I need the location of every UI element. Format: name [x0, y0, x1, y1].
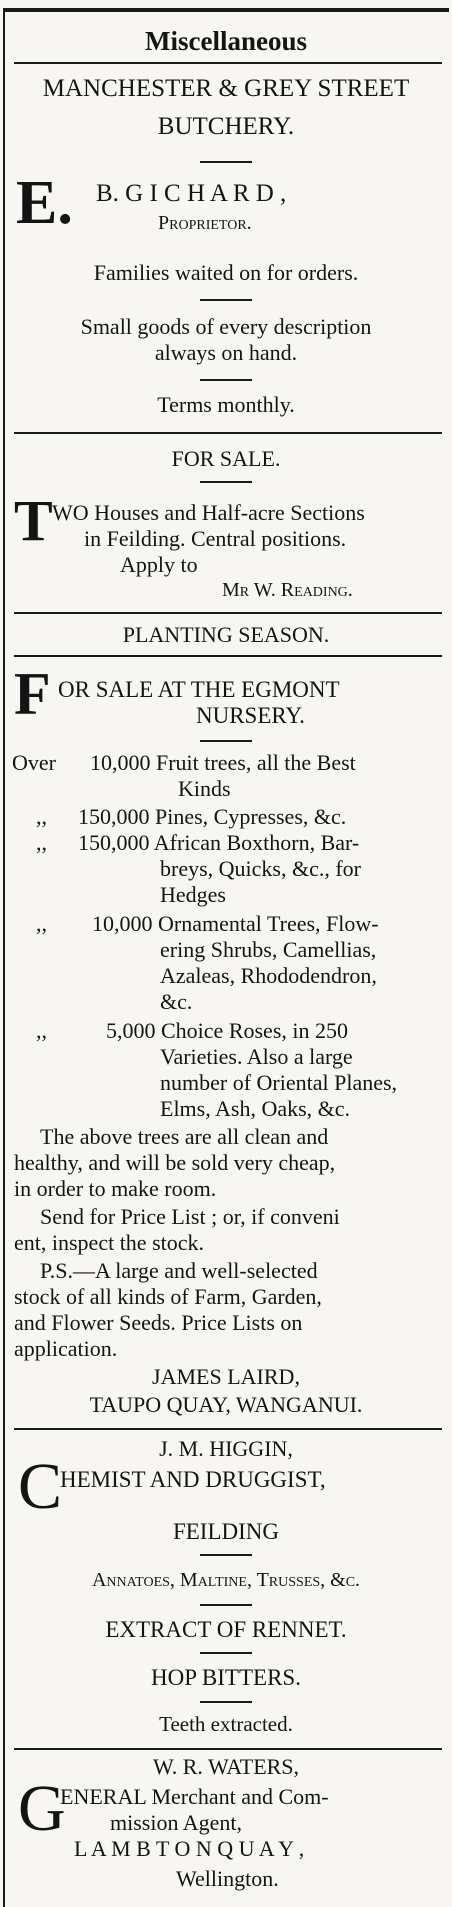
forsale-line-3: Apply to — [120, 552, 198, 577]
body-line: ent, inspect the stock. — [14, 1230, 205, 1255]
body-line: in order to make room. — [14, 1176, 217, 1201]
item-line: &c. — [160, 989, 193, 1014]
body-line: healthy, and will be sold very cheap, — [14, 1150, 336, 1175]
butchery-title-2: BUTCHERY. — [157, 113, 295, 140]
item-line: Elms, Ash, Oaks, &c. — [160, 1096, 351, 1121]
short-rule — [200, 299, 252, 301]
item-prefix: ,, — [36, 804, 47, 829]
item-prefix: ,, — [36, 1018, 47, 1043]
short-rule — [200, 1701, 252, 1703]
item-line: Hedges — [160, 882, 226, 907]
item-prefix: ,, — [36, 830, 47, 855]
short-rule — [200, 1554, 252, 1556]
body-line: stock of all kinds of Farm, Garden, — [14, 1284, 322, 1309]
butchery-line-2a: Small goods of every description — [80, 314, 372, 339]
forsale-title: FOR SALE. — [171, 446, 281, 471]
item-line: Azaleas, Rhododendron, — [160, 963, 377, 988]
short-rule — [200, 379, 252, 381]
butchery-line-2b: always on hand. — [154, 340, 298, 365]
short-rule — [200, 740, 252, 742]
body-line: Send for Price List ; or, if conveni — [40, 1204, 340, 1229]
waters-line-3: L A M B T O N Q U A Y , — [74, 1836, 305, 1861]
top-rule — [3, 8, 449, 12]
drop-cap-g: G — [18, 1772, 66, 1845]
item-line: 10,000 Ornamental Trees, Flow- — [92, 911, 379, 936]
butchery-title-1: MANCHESTER & GREY STREET — [42, 75, 410, 102]
item-line: 5,000 Choice Roses, in 250 — [106, 1018, 348, 1043]
divider — [14, 612, 442, 614]
waters-line-4: Wellington. — [176, 1866, 279, 1891]
planting-title: PLANTING SEASON. — [122, 622, 330, 647]
section-header: Miscellaneous — [145, 26, 307, 56]
planting-head-1: OR SALE AT THE EGMONT — [58, 677, 340, 702]
chemist-goods: Annatoes, Maltine, Trusses, &c. — [91, 1569, 361, 1591]
body-line: application. — [14, 1336, 118, 1361]
signature-name: JAMES LAIRD, — [152, 1364, 300, 1389]
item-line: number of Oriental Planes, — [160, 1070, 398, 1095]
divider — [14, 655, 442, 657]
item-line: breys, Quicks, &c., for — [160, 856, 362, 881]
chemist-hop: HOP BITTERS. — [151, 1665, 301, 1690]
divider — [14, 432, 442, 434]
item-line: 150,000 Pines, Cypresses, &c. — [78, 804, 347, 829]
waters-line-1: ENERAL Merchant and Com- — [60, 1784, 329, 1809]
body-line: P.S.—A large and well-selected — [40, 1258, 318, 1283]
forsale-signoff: Mr W. Reading. — [222, 579, 353, 601]
item-prefix: ,, — [36, 911, 47, 936]
proprietor-role: Proprietor. — [158, 212, 252, 234]
signature-address: TAUPO QUAY, WANGANUI. — [89, 1392, 363, 1417]
item-prefix: Over — [12, 750, 56, 775]
drop-cap-e: E. — [16, 169, 73, 237]
forsale-line-2: in Feilding. Central positions. — [84, 526, 347, 551]
divider — [14, 62, 442, 64]
butchery-line-1: Families waited on for orders. — [93, 260, 359, 285]
planting-head-2: NURSERY. — [196, 703, 305, 728]
forsale-line-1: WO Houses and Half-acre Sections — [52, 500, 365, 525]
chemist-title: HEMIST AND DRUGGIST, — [60, 1467, 326, 1492]
chemist-town: FEILDING — [172, 1519, 280, 1544]
drop-cap-f: F — [14, 661, 51, 727]
short-rule — [200, 161, 252, 163]
chemist-teeth: Teeth extracted. — [159, 1712, 293, 1736]
chemist-extract: EXTRACT OF RENNET. — [105, 1617, 347, 1642]
item-line: Varieties. Also a large — [160, 1044, 353, 1069]
short-rule — [200, 481, 252, 483]
drop-cap-t: T — [14, 488, 53, 553]
short-rule — [200, 1604, 252, 1606]
item-line: Kinds — [178, 776, 231, 801]
item-line: 150,000 African Boxthorn, Bar- — [78, 830, 360, 855]
divider — [14, 1428, 442, 1430]
drop-cap-c: C — [18, 1450, 63, 1523]
waters-line-2: mission Agent, — [110, 1810, 243, 1835]
body-line: and Flower Seeds. Price Lists on — [14, 1310, 303, 1335]
proprietor-name: B. G I C H A R D , — [96, 180, 287, 207]
short-rule — [200, 1652, 252, 1654]
butchery-line-3: Terms monthly. — [157, 392, 295, 417]
item-line: 10,000 Fruit trees, all the Best — [90, 750, 356, 775]
item-line: ering Shrubs, Camellias, — [160, 937, 377, 962]
waters-name: W. R. WATERS, — [152, 1754, 300, 1779]
chemist-name: J. M. HIGGIN, — [159, 1436, 293, 1461]
body-line: The above trees are all clean and — [40, 1124, 329, 1149]
divider — [14, 1748, 442, 1750]
